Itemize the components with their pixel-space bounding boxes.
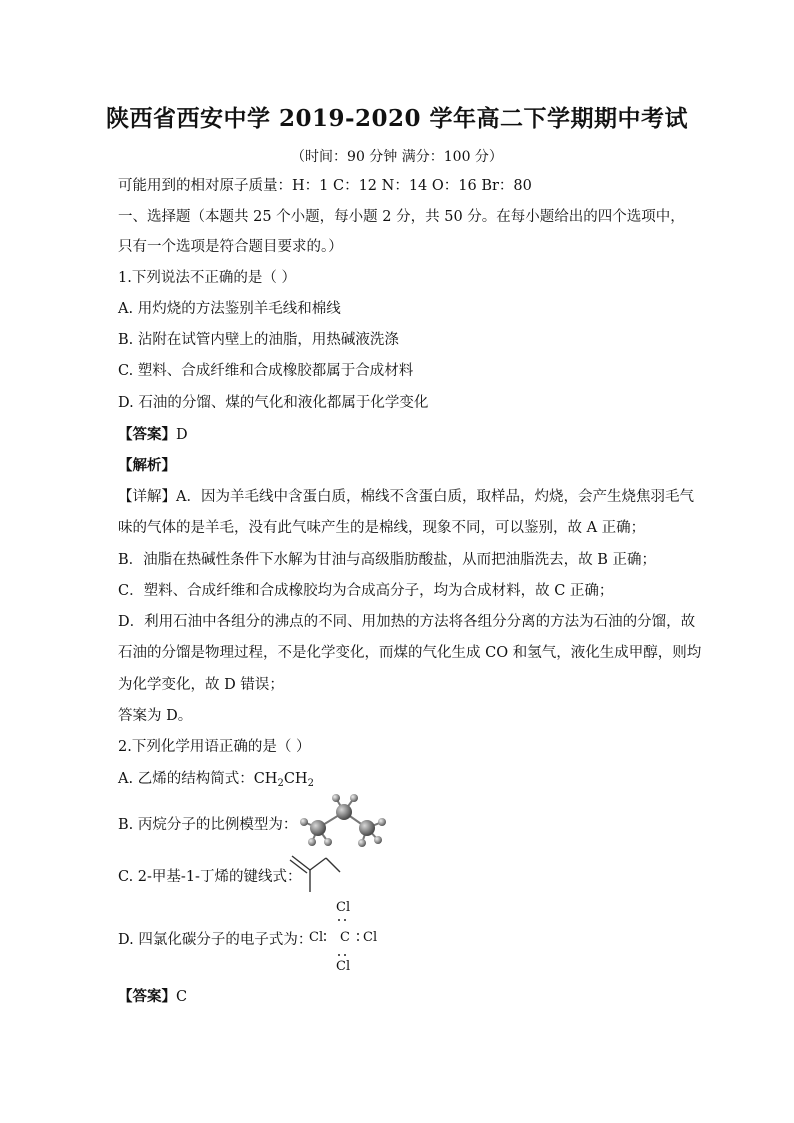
q1-stem: 1.下列说法不正确的是（ ） [118,270,296,286]
q2-stem: 2.下列化学用语正确的是（ ） [118,739,311,755]
ccl4-cl-bottom: Cl [336,959,351,974]
exam-title: 陕西省西安中学 2019-2020 学年高二下学期期中考试 [105,105,689,132]
q1-detail-line: 为化学变化，故 D 错误； [118,677,284,693]
q1-detail-line: 石油的分馏是物理过程，不是化学变化，而煤的气化生成 CO 和氢气，液化生成甲醇，则均 [118,645,702,661]
q1-answer [118,425,188,445]
atomic-masses: 可能用到的相对原子质量：H：1 C：12 N：14 O：16 Br：80 [118,178,532,194]
q1-detail-line: B．油脂在热碱性条件下水解为甘油与高级脂肪酸盐，从而把油脂洗去，故 B 正确； [118,552,657,568]
q2-option-a [118,769,314,794]
answer-value: D [176,427,188,443]
exam-subtitle: （时间：90 分钟 满分：100 分） [291,149,503,165]
section-instructions-2: 只有一个选项是符合题目要求的。） [118,239,343,255]
q1-detail-line: C．塑料、合成纤维和合成橡胶均为合成高分子，均为合成材料，故 C 正确； [118,583,614,599]
q1-detail-line: 【详解】A．因为羊毛线中含蛋白质，棉线不含蛋白质，取样品，灼烧，会产生烧焦羽毛气 [118,489,694,505]
skeletal-formula-image [288,852,344,894]
q1-detail-line: 答案为 D。 [118,708,193,724]
q2-option-b: B. 丙烷分子的比例模型为： [118,817,298,833]
q2-option-a-text: CH [283,771,308,787]
q2-option-a-text: A. 乙烯的结构简式：CH [118,771,278,787]
section-instructions-1: 一、选择题（本题共 25 个小题，每小题 2 分，共 50 分。在每小题给出的四个选项中， [118,209,685,225]
q1-option-b: B. 沾附在试管内壁上的油脂，用热碱液洗涤 [118,332,399,348]
q1-detail-line: 味的气体的是羊毛，没有此气味产生的是棉线，现象不同，可以鉴别，故 A 正确； [118,520,646,536]
q2-option-c: C. 2-甲基-1-丁烯的键线式： [118,869,302,885]
q1-option-a: A. 用灼烧的方法鉴别羊毛线和棉线 [118,301,341,317]
q2-option-d: D. 四氯化碳分子的电子式为： [118,932,313,948]
q1-detail-line: D．利用石油中各组分的沸点的不同、用加热的方法将各组分分离的方法为石油的分馏，故 [118,614,696,630]
electron-dots [322,916,372,962]
q1-analysis-label: 【解析】 [118,457,176,474]
ccl4-cl-top: Cl [336,900,351,915]
subscript: 2 [307,778,314,789]
q1-option-d: D. 石油的分馏、煤的气化和液化都属于化学变化 [118,395,429,411]
ccl4-c-center: C [340,930,350,945]
ccl4-cl-left: Cl [309,930,324,945]
answer-label: 【答案】 [118,988,176,1005]
answer-value: C [176,989,188,1005]
q1-option-c: C. 塑料、合成纤维和合成橡胶都属于合成材料 [118,363,414,379]
propane-model-image [292,792,392,848]
subscript: 2 [277,778,284,789]
answer-label: 【答案】 [118,426,176,443]
q2-answer [118,987,187,1007]
ccl4-cl-right: Cl [363,930,378,945]
